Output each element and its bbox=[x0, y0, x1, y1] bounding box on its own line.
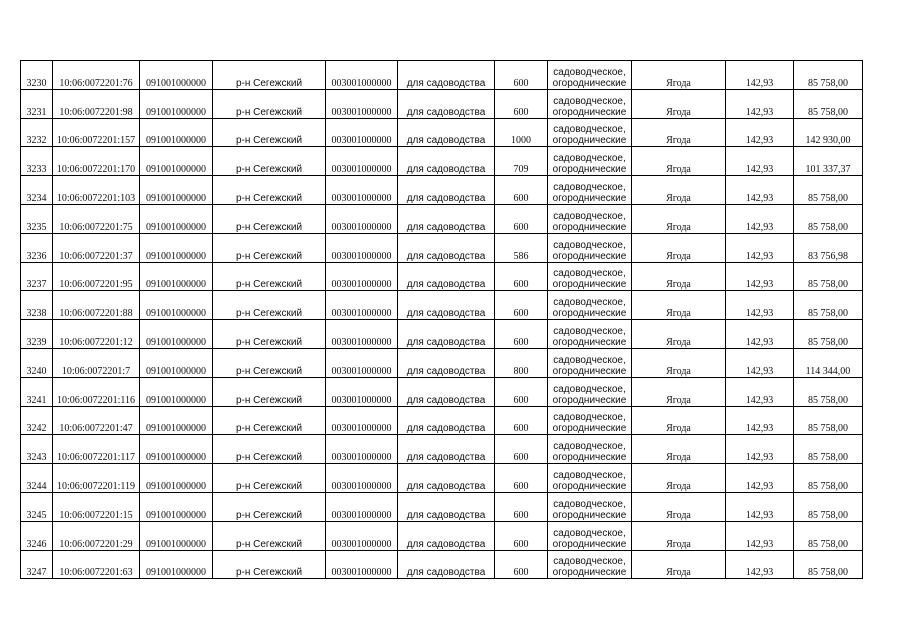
area: 600 bbox=[495, 262, 548, 291]
cadastral-number: 10:06:0072201:12 bbox=[53, 320, 140, 349]
category-line-1: садоводческое, bbox=[553, 153, 626, 165]
land-category bbox=[548, 291, 632, 320]
row-number: 3231 bbox=[21, 89, 53, 118]
row-number: 3247 bbox=[21, 550, 53, 579]
permitted-use: для садоводства bbox=[398, 550, 495, 579]
specific-cadastral-value: 142,93 bbox=[726, 550, 794, 579]
permitted-use: для садоводства bbox=[398, 320, 495, 349]
okato-code: 091001000000 bbox=[140, 464, 213, 493]
table-row bbox=[21, 521, 863, 550]
area: 600 bbox=[495, 204, 548, 233]
table-row bbox=[21, 435, 863, 464]
oktmo-code: 003001000000 bbox=[326, 406, 398, 435]
partnership-name: Ягода bbox=[632, 291, 726, 320]
partnership-name: Ягода bbox=[632, 147, 726, 176]
row-number: 3233 bbox=[21, 147, 53, 176]
area: 600 bbox=[495, 377, 548, 406]
row-number: 3235 bbox=[21, 204, 53, 233]
row-number: 3237 bbox=[21, 262, 53, 291]
category-line-1: садоводческое, bbox=[553, 210, 626, 222]
category-line-2: огороднические bbox=[552, 567, 627, 579]
cadastral-value: 85 758,00 bbox=[794, 320, 863, 349]
permitted-use: для садоводства bbox=[398, 377, 495, 406]
okato-code: 091001000000 bbox=[140, 377, 213, 406]
partnership-name: Ягода bbox=[632, 233, 726, 262]
oktmo-code: 003001000000 bbox=[326, 521, 398, 550]
category-line-2: огороднические bbox=[552, 509, 627, 521]
okato-code: 091001000000 bbox=[140, 435, 213, 464]
specific-cadastral-value: 142,93 bbox=[726, 406, 794, 435]
oktmo-code: 003001000000 bbox=[326, 147, 398, 176]
specific-cadastral-value: 142,93 bbox=[726, 118, 794, 147]
specific-cadastral-value: 142,93 bbox=[726, 147, 794, 176]
specific-cadastral-value: 142,93 bbox=[726, 89, 794, 118]
okato-code: 091001000000 bbox=[140, 550, 213, 579]
land-category bbox=[548, 147, 632, 176]
category-line-1: садоводческое, bbox=[553, 239, 626, 251]
specific-cadastral-value: 142,93 bbox=[726, 204, 794, 233]
area: 800 bbox=[495, 348, 548, 377]
specific-cadastral-value: 142,93 bbox=[726, 61, 794, 90]
cadastral-number: 10:06:0072201:170 bbox=[53, 147, 140, 176]
partnership-name: Ягода bbox=[632, 435, 726, 464]
area: 600 bbox=[495, 61, 548, 90]
okato-code: 091001000000 bbox=[140, 492, 213, 521]
row-number: 3240 bbox=[21, 348, 53, 377]
okato-code: 091001000000 bbox=[140, 118, 213, 147]
oktmo-code: 003001000000 bbox=[326, 492, 398, 521]
category-line-2: огороднические bbox=[552, 394, 627, 406]
cadastral-value: 85 758,00 bbox=[794, 89, 863, 118]
row-number: 3241 bbox=[21, 377, 53, 406]
cadastral-number: 10:06:0072201:117 bbox=[53, 435, 140, 464]
permitted-use: для садоводства bbox=[398, 118, 495, 147]
permitted-use: для садоводства bbox=[398, 291, 495, 320]
permitted-use: для садоводства bbox=[398, 464, 495, 493]
category-line-2: огороднические bbox=[552, 279, 627, 291]
oktmo-code: 003001000000 bbox=[326, 89, 398, 118]
land-category bbox=[548, 492, 632, 521]
partnership-name: Ягода bbox=[632, 262, 726, 291]
land-category bbox=[548, 435, 632, 464]
permitted-use: для садоводства bbox=[398, 176, 495, 205]
category-line-1: садоводческое, bbox=[553, 181, 626, 193]
partnership-name: Ягода bbox=[632, 521, 726, 550]
cadastral-value: 85 758,00 bbox=[794, 61, 863, 90]
table-row bbox=[21, 61, 863, 90]
district: р-н Сегежский bbox=[213, 204, 326, 233]
row-number: 3238 bbox=[21, 291, 53, 320]
district: р-н Сегежский bbox=[213, 89, 326, 118]
permitted-use: для садоводства bbox=[398, 348, 495, 377]
land-category bbox=[548, 176, 632, 205]
table-row bbox=[21, 204, 863, 233]
permitted-use: для садоводства bbox=[398, 262, 495, 291]
table-row bbox=[21, 118, 863, 147]
cadastral-number: 10:06:0072201:88 bbox=[53, 291, 140, 320]
partnership-name: Ягода bbox=[632, 406, 726, 435]
category-line-2: огороднические bbox=[552, 423, 627, 435]
district: р-н Сегежский bbox=[213, 521, 326, 550]
cadastral-number: 10:06:0072201:95 bbox=[53, 262, 140, 291]
district: р-н Сегежский bbox=[213, 262, 326, 291]
row-number: 3246 bbox=[21, 521, 53, 550]
land-category bbox=[548, 348, 632, 377]
oktmo-code: 003001000000 bbox=[326, 550, 398, 579]
category-line-2: огороднические bbox=[552, 135, 627, 147]
specific-cadastral-value: 142,93 bbox=[726, 233, 794, 262]
cadastral-value: 85 758,00 bbox=[794, 435, 863, 464]
land-category bbox=[548, 204, 632, 233]
cadastral-value: 85 758,00 bbox=[794, 492, 863, 521]
oktmo-code: 003001000000 bbox=[326, 204, 398, 233]
category-line-1: садоводческое, bbox=[553, 383, 626, 395]
table-row bbox=[21, 492, 863, 521]
table-row bbox=[21, 176, 863, 205]
table-row bbox=[21, 348, 863, 377]
cadastral-number: 10:06:0072201:116 bbox=[53, 377, 140, 406]
category-line-1: садоводческое, bbox=[553, 354, 626, 366]
cadastral-value: 85 758,00 bbox=[794, 406, 863, 435]
okato-code: 091001000000 bbox=[140, 89, 213, 118]
area: 1000 bbox=[495, 118, 548, 147]
cadastral-number: 10:06:0072201:76 bbox=[53, 61, 140, 90]
partnership-name: Ягода bbox=[632, 464, 726, 493]
specific-cadastral-value: 142,93 bbox=[726, 291, 794, 320]
area: 600 bbox=[495, 521, 548, 550]
district: р-н Сегежский bbox=[213, 550, 326, 579]
category-line-1: садоводческое, bbox=[553, 412, 626, 424]
specific-cadastral-value: 142,93 bbox=[726, 348, 794, 377]
category-line-1: садоводческое, bbox=[553, 498, 626, 510]
oktmo-code: 003001000000 bbox=[326, 118, 398, 147]
cadastral-number: 10:06:0072201:98 bbox=[53, 89, 140, 118]
category-line-2: огороднические bbox=[552, 250, 627, 262]
area: 600 bbox=[495, 176, 548, 205]
specific-cadastral-value: 142,93 bbox=[726, 435, 794, 464]
permitted-use: для садоводства bbox=[398, 89, 495, 118]
cadastral-value: 85 758,00 bbox=[794, 204, 863, 233]
specific-cadastral-value: 142,93 bbox=[726, 464, 794, 493]
category-line-2: огороднические bbox=[552, 164, 627, 176]
cadastral-value: 85 758,00 bbox=[794, 521, 863, 550]
oktmo-code: 003001000000 bbox=[326, 291, 398, 320]
oktmo-code: 003001000000 bbox=[326, 435, 398, 464]
category-line-1: садоводческое, bbox=[553, 124, 626, 136]
area: 600 bbox=[495, 464, 548, 493]
category-line-2: огороднические bbox=[552, 365, 627, 377]
okato-code: 091001000000 bbox=[140, 521, 213, 550]
cadastral-value: 85 758,00 bbox=[794, 464, 863, 493]
oktmo-code: 003001000000 bbox=[326, 262, 398, 291]
area: 600 bbox=[495, 435, 548, 464]
category-line-2: огороднические bbox=[552, 538, 627, 550]
permitted-use: для садоводства bbox=[398, 435, 495, 464]
district: р-н Сегежский bbox=[213, 492, 326, 521]
okato-code: 091001000000 bbox=[140, 147, 213, 176]
permitted-use: для садоводства bbox=[398, 147, 495, 176]
table-row bbox=[21, 464, 863, 493]
permitted-use: для садоводства bbox=[398, 204, 495, 233]
category-line-2: огороднические bbox=[552, 77, 627, 89]
category-line-2: огороднические bbox=[552, 106, 627, 118]
cadastral-number: 10:06:0072201:15 bbox=[53, 492, 140, 521]
category-line-2: огороднические bbox=[552, 221, 627, 233]
district: р-н Сегежский bbox=[213, 176, 326, 205]
category-line-2: огороднические bbox=[552, 452, 627, 464]
row-number: 3243 bbox=[21, 435, 53, 464]
row-number: 3236 bbox=[21, 233, 53, 262]
specific-cadastral-value: 142,93 bbox=[726, 377, 794, 406]
table-row bbox=[21, 233, 863, 262]
cadastral-value: 85 758,00 bbox=[794, 262, 863, 291]
cadastral-number: 10:06:0072201:157 bbox=[53, 118, 140, 147]
area: 600 bbox=[495, 492, 548, 521]
table-row bbox=[21, 291, 863, 320]
land-category bbox=[548, 406, 632, 435]
district: р-н Сегежский bbox=[213, 147, 326, 176]
district: р-н Сегежский bbox=[213, 377, 326, 406]
permitted-use: для садоводства bbox=[398, 521, 495, 550]
partnership-name: Ягода bbox=[632, 320, 726, 349]
category-line-1: садоводческое, bbox=[553, 95, 626, 107]
area: 600 bbox=[495, 291, 548, 320]
cadastral-value: 85 758,00 bbox=[794, 377, 863, 406]
specific-cadastral-value: 142,93 bbox=[726, 320, 794, 349]
cadastral-value: 142 930,00 bbox=[794, 118, 863, 147]
category-line-1: садоводческое, bbox=[553, 325, 626, 337]
cadastral-number: 10:06:0072201:119 bbox=[53, 464, 140, 493]
partnership-name: Ягода bbox=[632, 89, 726, 118]
cadastral-number: 10:06:0072201:63 bbox=[53, 550, 140, 579]
cadastral-value: 85 758,00 bbox=[794, 291, 863, 320]
district: р-н Сегежский bbox=[213, 320, 326, 349]
specific-cadastral-value: 142,93 bbox=[726, 492, 794, 521]
land-category bbox=[548, 550, 632, 579]
category-line-1: садоводческое, bbox=[553, 441, 626, 453]
okato-code: 091001000000 bbox=[140, 176, 213, 205]
partnership-name: Ягода bbox=[632, 204, 726, 233]
okato-code: 091001000000 bbox=[140, 61, 213, 90]
district: р-н Сегежский bbox=[213, 118, 326, 147]
okato-code: 091001000000 bbox=[140, 262, 213, 291]
land-category bbox=[548, 118, 632, 147]
specific-cadastral-value: 142,93 bbox=[726, 176, 794, 205]
area: 600 bbox=[495, 550, 548, 579]
oktmo-code: 003001000000 bbox=[326, 320, 398, 349]
land-category bbox=[548, 464, 632, 493]
oktmo-code: 003001000000 bbox=[326, 464, 398, 493]
cadastral-number: 10:06:0072201:47 bbox=[53, 406, 140, 435]
partnership-name: Ягода bbox=[632, 377, 726, 406]
cadastral-number: 10:06:0072201:29 bbox=[53, 521, 140, 550]
partnership-name: Ягода bbox=[632, 118, 726, 147]
district: р-н Сегежский bbox=[213, 61, 326, 90]
cadastral-number: 10:06:0072201:103 bbox=[53, 176, 140, 205]
district: р-н Сегежский bbox=[213, 464, 326, 493]
table-row bbox=[21, 147, 863, 176]
district: р-н Сегежский bbox=[213, 291, 326, 320]
oktmo-code: 003001000000 bbox=[326, 348, 398, 377]
area: 600 bbox=[495, 320, 548, 349]
okato-code: 091001000000 bbox=[140, 320, 213, 349]
area: 586 bbox=[495, 233, 548, 262]
oktmo-code: 003001000000 bbox=[326, 233, 398, 262]
cadastral-value: 83 756,98 bbox=[794, 233, 863, 262]
table-row bbox=[21, 89, 863, 118]
okato-code: 091001000000 bbox=[140, 348, 213, 377]
cadastral-value: 85 758,00 bbox=[794, 550, 863, 579]
permitted-use: для садоводства bbox=[398, 61, 495, 90]
partnership-name: Ягода bbox=[632, 550, 726, 579]
row-number: 3230 bbox=[21, 61, 53, 90]
okato-code: 091001000000 bbox=[140, 406, 213, 435]
land-category bbox=[548, 61, 632, 90]
oktmo-code: 003001000000 bbox=[326, 61, 398, 90]
district: р-н Сегежский bbox=[213, 435, 326, 464]
category-line-1: садоводческое, bbox=[553, 297, 626, 309]
cadastral-value: 85 758,00 bbox=[794, 176, 863, 205]
permitted-use: для садоводства bbox=[398, 406, 495, 435]
partnership-name: Ягода bbox=[632, 61, 726, 90]
category-line-2: огороднические bbox=[552, 308, 627, 320]
district: р-н Сегежский bbox=[213, 406, 326, 435]
oktmo-code: 003001000000 bbox=[326, 176, 398, 205]
category-line-1: садоводческое, bbox=[553, 556, 626, 568]
table-row bbox=[21, 406, 863, 435]
land-category bbox=[548, 89, 632, 118]
partnership-name: Ягода bbox=[632, 176, 726, 205]
land-category bbox=[548, 377, 632, 406]
cadastral-value: 114 344,00 bbox=[794, 348, 863, 377]
category-line-1: садоводческое, bbox=[553, 469, 626, 481]
row-number: 3245 bbox=[21, 492, 53, 521]
land-category bbox=[548, 320, 632, 349]
table-body bbox=[21, 61, 863, 579]
land-plots-table bbox=[20, 60, 863, 579]
partnership-name: Ягода bbox=[632, 348, 726, 377]
district: р-н Сегежский bbox=[213, 233, 326, 262]
land-category bbox=[548, 233, 632, 262]
category-line-1: садоводческое, bbox=[553, 268, 626, 280]
area: 709 bbox=[495, 147, 548, 176]
okato-code: 091001000000 bbox=[140, 291, 213, 320]
cadastral-number: 10:06:0072201:37 bbox=[53, 233, 140, 262]
permitted-use: для садоводства bbox=[398, 233, 495, 262]
category-line-2: огороднические bbox=[552, 480, 627, 492]
oktmo-code: 003001000000 bbox=[326, 377, 398, 406]
specific-cadastral-value: 142,93 bbox=[726, 262, 794, 291]
permitted-use: для садоводства bbox=[398, 492, 495, 521]
cadastral-number: 10:06:0072201:75 bbox=[53, 204, 140, 233]
cadastral-number: 10:06:0072201:7 bbox=[53, 348, 140, 377]
category-line-2: огороднические bbox=[552, 192, 627, 204]
okato-code: 091001000000 bbox=[140, 233, 213, 262]
row-number: 3239 bbox=[21, 320, 53, 349]
row-number: 3244 bbox=[21, 464, 53, 493]
table-row bbox=[21, 262, 863, 291]
land-category bbox=[548, 521, 632, 550]
row-number: 3242 bbox=[21, 406, 53, 435]
area: 600 bbox=[495, 89, 548, 118]
row-number: 3232 bbox=[21, 118, 53, 147]
partnership-name: Ягода bbox=[632, 492, 726, 521]
table-row bbox=[21, 320, 863, 349]
district: р-н Сегежский bbox=[213, 348, 326, 377]
table-row bbox=[21, 377, 863, 406]
okato-code: 091001000000 bbox=[140, 204, 213, 233]
specific-cadastral-value: 142,93 bbox=[726, 521, 794, 550]
table-row bbox=[21, 550, 863, 579]
category-line-2: огороднические bbox=[552, 336, 627, 348]
area: 600 bbox=[495, 406, 548, 435]
category-line-1: садоводческое, bbox=[553, 66, 626, 78]
row-number: 3234 bbox=[21, 176, 53, 205]
category-line-1: садоводческое, bbox=[553, 527, 626, 539]
land-category bbox=[548, 262, 632, 291]
cadastral-value: 101 337,37 bbox=[794, 147, 863, 176]
